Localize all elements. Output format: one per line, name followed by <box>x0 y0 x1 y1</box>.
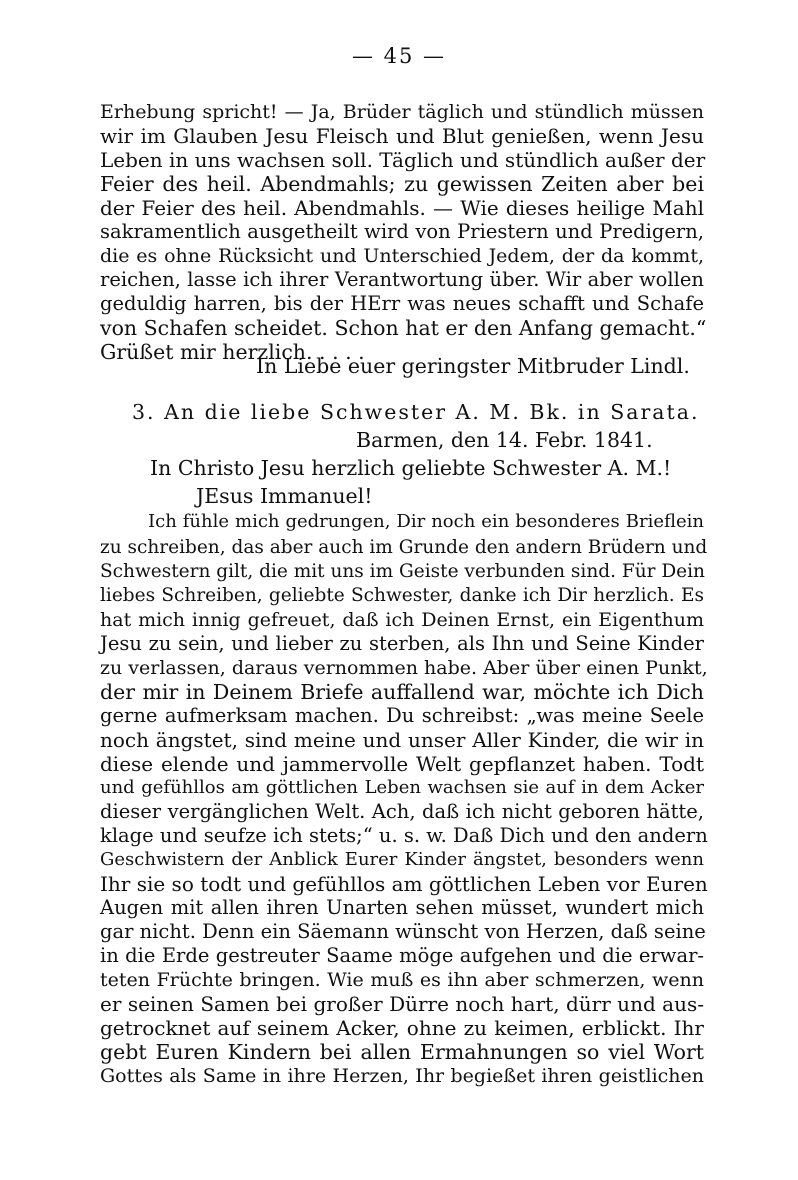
body-first-line: Ich fühle mich gedrungen, Dir noch ein besonderes Brieflein <box>148 511 704 532</box>
text-line: und gefühllos am göttlichen Leben wachsen sie auf in dem Acker <box>100 777 704 798</box>
text-line: der mir in Deinem Briefe auffallend war, möchte ich Dich <box>100 680 704 704</box>
text-line: getrocknet auf seinem Acker, ohne zu keimen, erblickt. Ihr <box>100 1016 704 1040</box>
text-line: Schwestern gilt, die mit uns im Geiste verbunden sind. Für Dein <box>100 561 705 582</box>
letter-heading: 3. An die liebe Schwester A. M. Bk. in Sarata. <box>132 400 700 424</box>
signature: In Liebe euer geringster Mitbruder Lindl. <box>256 354 690 378</box>
text-line: hat mich innig gefreuet, daß ich Deinen Ernst, ein Eigenthum <box>100 609 704 631</box>
text-line: zu verlassen, daraus vernommen habe. Aber über einen Punkt, <box>100 657 708 679</box>
text-line: Erhebung spricht! — Ja, Brüder täglich und stündlich müssen <box>100 101 704 123</box>
text-line: klage und seufze ich stets;“ u. s. w. Daß Dich und den andern <box>100 824 708 847</box>
text-line: Ihr sie so todt und gefühllos am göttlichen Leben vor Euren <box>100 872 708 896</box>
text-line: zu schreiben, das aber auch im Grunde den andern Brüdern und <box>100 537 708 558</box>
letter-salutation: In Christo Jesu herzlich geliebte Schwester A. M.! <box>150 456 672 480</box>
letter-invocation: JEsus Immanuel! <box>196 484 373 508</box>
text-line: Geschwistern der Anblick Eurer Kinder ängstet, besonders wenn <box>100 849 704 870</box>
text-line: die es ohne Rücksicht und Unterschied Jedem, der da kommt, <box>100 245 704 267</box>
text-line: gebt Euren Kindern bei allen Ermahnungen so viel Wort <box>100 1040 704 1064</box>
text-line: diese elende und jammervolle Welt gepflanzet haben. Todt <box>100 752 704 776</box>
text-line: sakramentlich ausgetheilt wird von Priestern und Predigern, <box>100 220 704 243</box>
text-line: der Feier des heil. Abendmahls. — Wie dieses heilige Mahl <box>100 196 704 220</box>
text-line: von Schafen scheidet. Schon hat er den Anfang gemacht.“ <box>100 316 707 340</box>
text-line: Gottes als Same in ihre Herzen, Ihr begießet ihren geistlichen <box>100 1065 704 1087</box>
text-line: gar nicht. Denn ein Säemann wünscht von Herzen, daß seine <box>100 920 706 943</box>
text-line: dieser vergänglichen Welt. Ach, daß ich nicht geboren hätte, <box>100 800 704 823</box>
text-line: in die Erde gestreuter Saame möge aufgehen und die erwar- <box>100 944 704 967</box>
text-line: teten Früchte bringen. Wie muß es ihn aber schmerzen, wenn <box>100 969 704 991</box>
text-line: Jesu zu sein, und lieber zu sterben, als Ihn und Seine Kinder <box>100 632 704 655</box>
text-line: liebes Schreiben, geliebte Schwester, danke ich Dir herzlich. Es <box>100 585 704 606</box>
text-line: wir im Glauben Jesu Fleisch und Blut genießen, wenn Jesu <box>100 124 704 148</box>
page-number: — 45 — <box>351 44 447 68</box>
text-line: Leben in uns wachsen soll. Täglich und stündlich außer der <box>100 148 706 172</box>
text-line: er seinen Samen bei großer Dürre noch hart, dürr und aus- <box>100 992 704 1016</box>
text-line: noch ängstet, sind meine und unser Aller Kinder, die wir in <box>100 728 704 752</box>
text-line: reichen, lasse ich ihrer Verantwortung über. Wir aber wollen <box>100 268 704 291</box>
text-line: Augen mit allen ihren Unarten sehen müsset, wundert mich <box>100 896 704 919</box>
text-line: gerne aufmerksam machen. Du schreibst: „was meine Seele <box>100 704 704 727</box>
letter-date: Barmen, den 14. Febr. 1841. <box>356 428 653 452</box>
text-line: geduldig harren, bis der HErr was neues schafft und Schafe <box>100 292 704 315</box>
text-line: Feier des heil. Abendmahls; zu gewissen Zeiten aber bei <box>100 172 704 196</box>
text-line: Grüßet mir herzlich. . . . . <box>100 340 365 364</box>
